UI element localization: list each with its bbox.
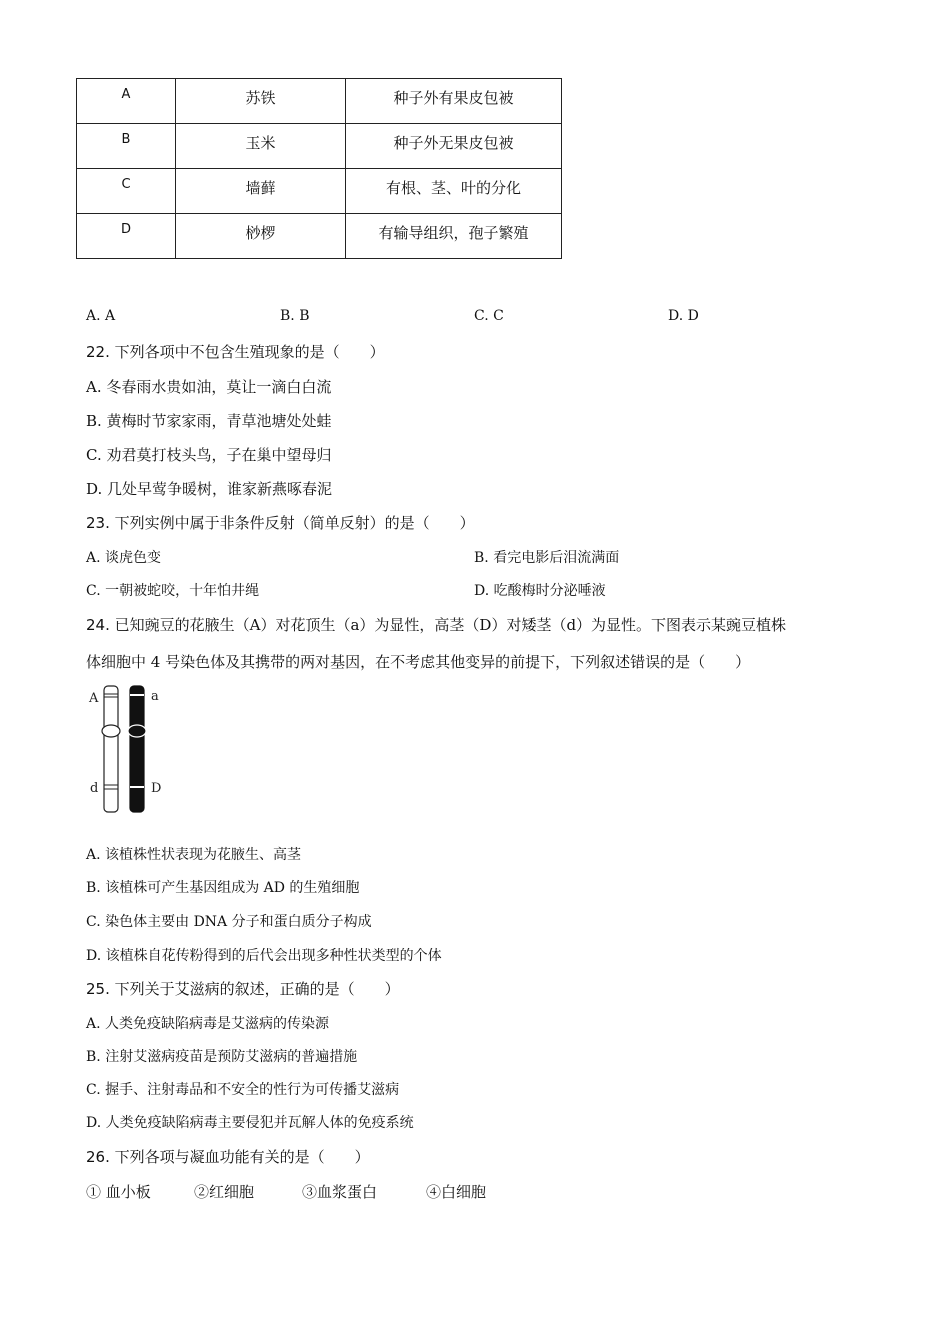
q21-option-d: D. D [668, 308, 699, 324]
question-number: 22. [86, 343, 110, 361]
question-stem: 下列关于艾滋病的叙述，正确的是（ ） [114, 980, 400, 998]
question-number: 23. [86, 514, 110, 532]
q21-option-a: A. A [86, 308, 116, 324]
q26-item-1: ① 血小板 [86, 1183, 151, 1201]
q22-option-d: D. 几处早莺争暖树，谁家新燕啄春泥 [86, 480, 333, 498]
chromosome-figure [84, 682, 174, 816]
table-row [77, 124, 562, 169]
q22-option-a: A. 冬春雨水贵如油，莫让一滴白白流 [86, 378, 332, 396]
q25-option-b: B. 注射艾滋病疫苗是预防艾滋病的普遍措施 [86, 1049, 358, 1065]
table-cell: 墙藓 [176, 169, 346, 214]
table-cell: 桫椤 [176, 214, 346, 259]
table-cell: B [77, 124, 176, 169]
question-stem: 下列各项与凝血功能有关的是（ ） [114, 1148, 370, 1166]
question-number: 25. [86, 980, 110, 998]
centromere-black [128, 725, 146, 737]
question-stem: 下列各项中不包含生殖现象的是（ ） [114, 343, 385, 361]
label-d: d [90, 781, 99, 796]
q23-option-b: B. 看完电影后泪流满面 [474, 550, 620, 566]
q24-option-d: D. 该植株自花传粉得到的后代会出现多种性状类型的个体 [86, 948, 442, 964]
table-cell: C [77, 169, 176, 214]
label-D: D [151, 781, 162, 796]
question-stem: 下列实例中属于非条件反射（简单反射）的是（ ） [114, 514, 475, 532]
q23-option-a: A. 谈虎色变 [86, 550, 162, 566]
centromere-white [102, 725, 120, 737]
table-row [77, 214, 562, 259]
q22-option-c: C. 劝君莫打枝头鸟，子在巢中望母归 [86, 446, 332, 464]
table-row [77, 169, 562, 214]
question-22 [86, 341, 385, 362]
table-row [77, 79, 562, 124]
question-23 [86, 512, 475, 533]
question-number: 26. [86, 1148, 110, 1166]
q26-item-3: ③血浆蛋白 [302, 1183, 378, 1201]
question-26 [86, 1146, 370, 1167]
question-stem-line1: 已知豌豆的花腋生（A）对花顶生（a）为显性，高茎（D）对矮茎（d）为显性。下图表示某豌豆植株 [114, 616, 787, 634]
table-cell: 种子外有果皮包被 [346, 79, 562, 124]
q21-option-b: B. B [280, 308, 310, 324]
q21-option-c: C. C [474, 308, 504, 324]
label-a: a [151, 689, 159, 704]
question-24 [86, 614, 786, 635]
table-cell: 有输导组织，孢子繁殖 [346, 214, 562, 259]
table-cell: A [77, 79, 176, 124]
q23-option-d: D. 吃酸梅时分泌唾液 [474, 583, 606, 599]
question-24-line2: 体细胞中 4 号染色体及其携带的两对基因，在不考虑其他变异的前提下，下列叙述错误的是（ ） [86, 653, 751, 671]
q24-option-c: C. 染色体主要由 DNA 分子和蛋白质分子构成 [86, 914, 372, 930]
q23-option-c: C. 一朝被蛇咬，十年怕井绳 [86, 583, 260, 599]
label-A: A [89, 691, 99, 706]
table-cell: 种子外无果皮包被 [346, 124, 562, 169]
q25-option-c: C. 握手、注射毒品和不安全的性行为可传播艾滋病 [86, 1082, 400, 1098]
table-cell: 有根、茎、叶的分化 [346, 169, 562, 214]
question-number: 24. [86, 616, 110, 634]
table-cell: 玉米 [176, 124, 346, 169]
chromosome-white [104, 686, 118, 812]
chromosome-black [130, 686, 144, 812]
question-25 [86, 978, 400, 999]
q26-item-2: ②红细胞 [194, 1183, 255, 1201]
table-cell: D [77, 214, 176, 259]
q25-option-a: A. 人类免疫缺陷病毒是艾滋病的传染源 [86, 1016, 330, 1032]
q25-option-d: D. 人类免疫缺陷病毒主要侵犯并瓦解人体的免疫系统 [86, 1115, 414, 1131]
plant-classification-table [76, 78, 562, 259]
q24-option-b: B. 该植株可产生基因组成为 AD 的生殖细胞 [86, 880, 360, 896]
q24-option-a: A. 该植株性状表现为花腋生、高茎 [86, 847, 302, 863]
table-cell: 苏铁 [176, 79, 346, 124]
q22-option-b: B. 黄梅时节家家雨，青草池塘处处蛙 [86, 412, 332, 430]
q26-item-4: ④白细胞 [426, 1183, 487, 1201]
